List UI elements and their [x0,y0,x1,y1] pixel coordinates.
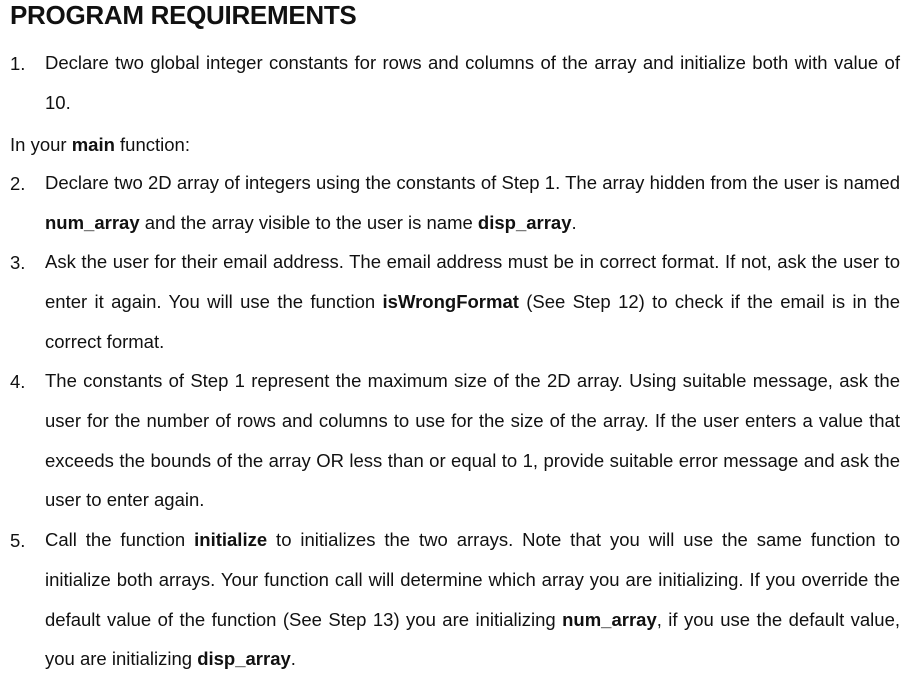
main-line-before: In your [10,134,72,155]
list-text [45,520,900,679]
bold-term: num_array [562,608,657,630]
text-run: Call the function [45,529,195,550]
bold-term: initialize [194,529,268,550]
list-number: 1. [10,53,26,74]
main-line-after: function: [114,134,190,155]
text-run: Declare two global integer constants for rows and columns of the array and initialize both with value of 10. [45,52,900,113]
text-run: (See Step 12) to check if the email is in the correct format. [45,290,900,352]
list-text [45,361,900,520]
list-text [45,43,900,123]
list-number: 2. [10,173,26,194]
bold-term: disp_array [477,211,572,233]
text-run: . [290,648,296,670]
text-run: . [571,211,577,233]
bold-term: disp_array [197,648,291,670]
list-number: 5. [10,530,26,551]
text-run: , if you use the default value, you are initializing [45,608,901,670]
list-text [45,242,900,361]
text-run: Ask the user for their email address. The email address must be in correct format. If not, ask the user to enter it again. You will use the function [45,251,900,312]
bold-term: num_array [45,211,140,233]
text-run: Declare two 2D array of integers using the constants of Step 1. The array hidden from the user is named [45,172,900,193]
text-run: and the array visible to the user is name [139,211,478,233]
text-run: The constants of Step 1 represent the maximum size of the 2D array. Using suitable message, ask the user for the number of rows and columns to use for the size of the array. If the user enters a value that exceeds the bounds of the array OR less than or equal to 1, provide suitable error message and ask the user to enter again. [45,370,900,511]
page-title: PROGRAM REQUIREMENTS [10,0,357,30]
list-number: 4. [10,371,26,392]
main-line-bold: main [71,134,115,155]
main-function-line [10,133,190,157]
list-text [45,163,900,243]
list-number: 3. [10,252,26,273]
text-run: to initializes the two arrays. Note that you will use the same function to initialize both arrays. Your function call will determine which array you are initializing. If you override the default value of the function (See Step 13) you are initializing [45,529,900,630]
bold-term: isWrongFormat [382,290,519,312]
